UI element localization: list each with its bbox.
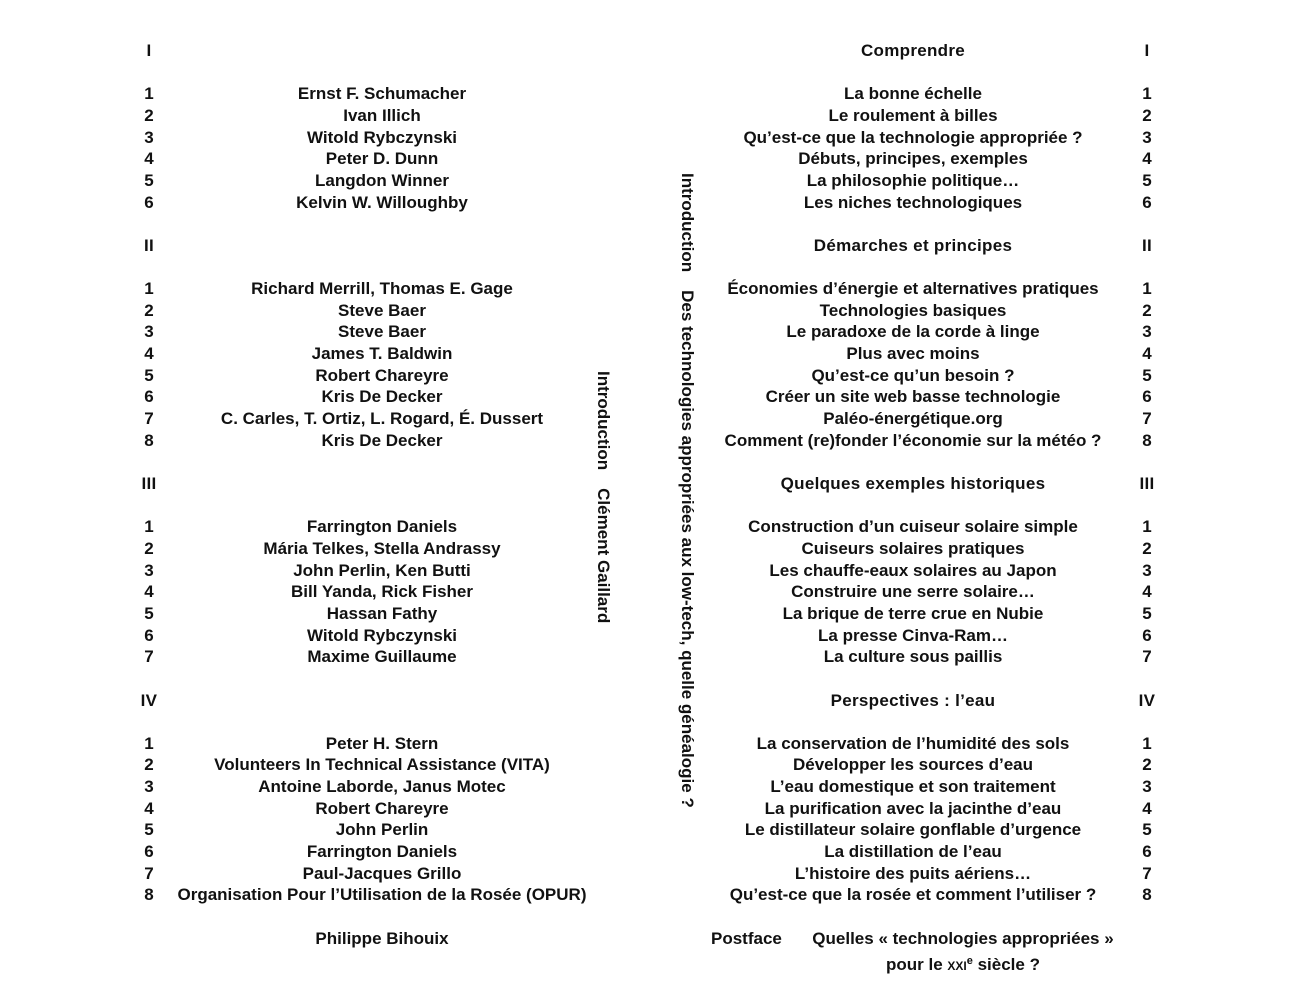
section-heading: Démarches et principes [813,236,1013,255]
entry-number-left: 4 [144,149,154,168]
entry-number-left: 5 [144,604,154,623]
entry-title: Construire une serre solaire… [791,582,1035,601]
entry-number-right: 7 [1142,864,1152,883]
entry-number-right: 1 [1142,734,1152,753]
century-suffix: e [966,955,973,967]
entry-number-left: 4 [144,799,154,818]
entry-number-right: 8 [1142,885,1152,904]
postface-label: Postface [711,929,782,948]
entry-author: Mária Telkes, Stella Andrassy [263,539,501,558]
entry-author: Robert Chareyre [315,366,449,385]
entry-number-right: 2 [1142,106,1152,125]
entry-number-right: 6 [1142,193,1152,212]
postface-title-pre: pour le [886,955,948,974]
entry-author: Ivan Illich [343,106,421,125]
entry-author: Ernst F. Schumacher [297,84,467,103]
postface-title-line1: Quelles « technologies appropriées » [812,929,1114,948]
section-heading: Comprendre [860,41,966,60]
entry-number-right: 7 [1142,409,1152,428]
entry-number-right: 2 [1142,539,1152,558]
entry-number-left: 4 [144,582,154,601]
entry-author: Farrington Daniels [306,517,458,536]
entry-number-left: 1 [144,84,154,103]
entry-number-right: 5 [1142,820,1152,839]
entry-author: Steve Baer [338,301,426,320]
entry-number-left: 7 [144,409,154,428]
entry-number-left: 7 [144,864,154,883]
entry-author: Bill Yanda, Rick Fisher [290,582,474,601]
vertical-intro-title [678,173,696,808]
entry-title: Qu’est-ce que la technologie appropriée ? [743,128,1083,147]
entry-title: Débuts, principes, exemples [798,149,1028,168]
postface-title [790,928,1136,976]
entry-author: Witold Rybczynski [306,626,458,645]
entry-number-left: 4 [144,344,154,363]
entry-number-right: 4 [1142,582,1152,601]
entry-number-left: 2 [144,539,154,558]
entry-author: Richard Merrill, Thomas E. Gage [251,279,513,298]
entry-author: Steve Baer [338,322,426,341]
entry-author: C. Carles, T. Ortiz, L. Rogard, É. Dussert [220,409,544,428]
entry-number-left: 2 [144,106,154,125]
postface-author: Philippe Bihouix [315,929,449,948]
entry-number-right: 6 [1142,387,1152,406]
entry-number-left: 1 [144,279,154,298]
entry-number-right: 6 [1142,842,1152,861]
entry-author: Maxime Guillaume [307,647,457,666]
entry-title: La presse Cinva-Ram… [818,626,1008,645]
entry-number-right: 7 [1142,647,1152,666]
intro-title: Des technologies appropriées aux low-tech, quelle généalogie ? [678,290,697,808]
entry-author: Kelvin W. Willoughby [296,193,468,212]
entry-title: Qu’est-ce que la rosée et comment l’utiliser ? [729,885,1097,904]
entry-number-left: 5 [144,820,154,839]
entry-title: La distillation de l’eau [824,842,1002,861]
entry-number-right: 1 [1142,84,1152,103]
entry-title: La philosophie politique… [806,171,1020,190]
entry-number-left: 1 [144,734,154,753]
entry-author: Organisation Pour l’Utilisation de la Rosée (OPUR) [177,885,587,904]
entry-number-left: 7 [144,647,154,666]
entry-author: Volunteers In Technical Assistance (VITA) [214,755,550,774]
entry-number-left: 3 [144,561,154,580]
entry-number-left: 3 [144,322,154,341]
entry-author: Witold Rybczynski [306,128,458,147]
section-numeral-right: III [1139,474,1155,493]
intro-author: Clément Gaillard [594,488,613,624]
entry-number-right: 1 [1142,517,1152,536]
entry-number-right: 5 [1142,366,1152,385]
entry-number-left: 8 [144,885,154,904]
entry-number-right: 2 [1142,755,1152,774]
entry-title: Cuiseurs solaires pratiques [801,539,1025,558]
entry-number-right: 1 [1142,279,1152,298]
entry-title: Plus avec moins [846,344,980,363]
entry-title: Les chauffe-eaux solaires au Japon [769,561,1057,580]
entry-title: La bonne échelle [844,84,982,103]
entry-number-right: 3 [1142,777,1152,796]
entry-title: Comment (re)fonder l’économie sur la météo ? [724,431,1102,450]
entry-author: Robert Chareyre [315,799,449,818]
entry-number-left: 6 [144,387,154,406]
entry-number-left: 2 [144,301,154,320]
entry-title: L’histoire des puits aériens… [794,864,1032,883]
entry-number-left: 8 [144,431,154,450]
entry-title: Créer un site web basse technologie [765,387,1061,406]
entry-author: Antoine Laborde, Janus Motec [258,777,506,796]
entry-title: Technologies basiques [819,301,1007,320]
entry-number-left: 3 [144,128,154,147]
entry-number-left: 5 [144,366,154,385]
entry-number-left: 3 [144,777,154,796]
entry-number-left: 6 [144,193,154,212]
century-numeral: xxi [947,955,967,974]
entry-number-left: 1 [144,517,154,536]
entry-title: La purification avec la jacinthe d’eau [764,799,1062,818]
postface-title-line2 [790,950,1136,976]
entry-title: Paléo-énergétique.org [823,409,1003,428]
entry-author: Paul-Jacques Grillo [302,864,462,883]
section-heading: Quelques exemples historiques [780,474,1046,493]
entry-number-right: 3 [1142,128,1152,147]
postface-title-post: siècle ? [972,955,1040,974]
section-numeral-right: IV [1138,691,1156,710]
entry-title: Construction d’un cuiseur solaire simple [748,517,1078,536]
section-numeral-left: I [146,41,152,60]
section-numeral-right: I [1144,41,1150,60]
entry-title: Développer les sources d’eau [793,755,1033,774]
entry-number-left: 6 [144,626,154,645]
intro-label: Introduction [678,173,697,273]
section-numeral-right: II [1141,236,1153,255]
entry-title: La brique de terre crue en Nubie [782,604,1044,623]
section-heading: Perspectives : l’eau [830,691,996,710]
entry-number-left: 6 [144,842,154,861]
entry-title: La conservation de l’humidité des sols [756,734,1070,753]
section-numeral-left: III [141,474,157,493]
entry-number-left: 2 [144,755,154,774]
entry-number-right: 5 [1142,171,1152,190]
entry-title: Le paradoxe de la corde à linge [786,322,1040,341]
entry-author: Peter H. Stern [325,734,439,753]
entry-number-right: 8 [1142,431,1152,450]
intro-label: Introduction [594,371,613,471]
entry-author: James T. Baldwin [311,344,453,363]
entry-title: Le distillateur solaire gonflable d’urgence [744,820,1082,839]
entry-number-right: 2 [1142,301,1152,320]
entry-author: Farrington Daniels [306,842,458,861]
entry-author: Kris De Decker [321,387,443,406]
section-numeral-left: IV [140,691,158,710]
entry-author: Peter D. Dunn [325,149,439,168]
entry-number-right: 4 [1142,149,1152,168]
entry-author: John Perlin, Ken Butti [293,561,471,580]
entry-number-right: 6 [1142,626,1152,645]
entry-number-left: 5 [144,171,154,190]
entry-title: L’eau domestique et son traitement [770,777,1056,796]
entry-number-right: 3 [1142,322,1152,341]
entry-title: Le roulement à billes [828,106,998,125]
entry-title: La culture sous paillis [823,647,1003,666]
entry-author: Hassan Fathy [326,604,438,623]
entry-number-right: 5 [1142,604,1152,623]
entry-author: Kris De Decker [321,431,443,450]
entry-title: Économies d’énergie et alternatives pratiques [727,279,1099,298]
entry-title: Qu’est-ce qu’un besoin ? [811,366,1015,385]
entry-number-right: 4 [1142,344,1152,363]
entry-author: Langdon Winner [315,171,449,190]
entry-number-right: 4 [1142,799,1152,818]
entry-author: John Perlin [335,820,429,839]
vertical-intro-author [594,371,612,623]
entry-title: Les niches technologiques [803,193,1023,212]
entry-number-right: 3 [1142,561,1152,580]
section-numeral-left: II [143,236,155,255]
